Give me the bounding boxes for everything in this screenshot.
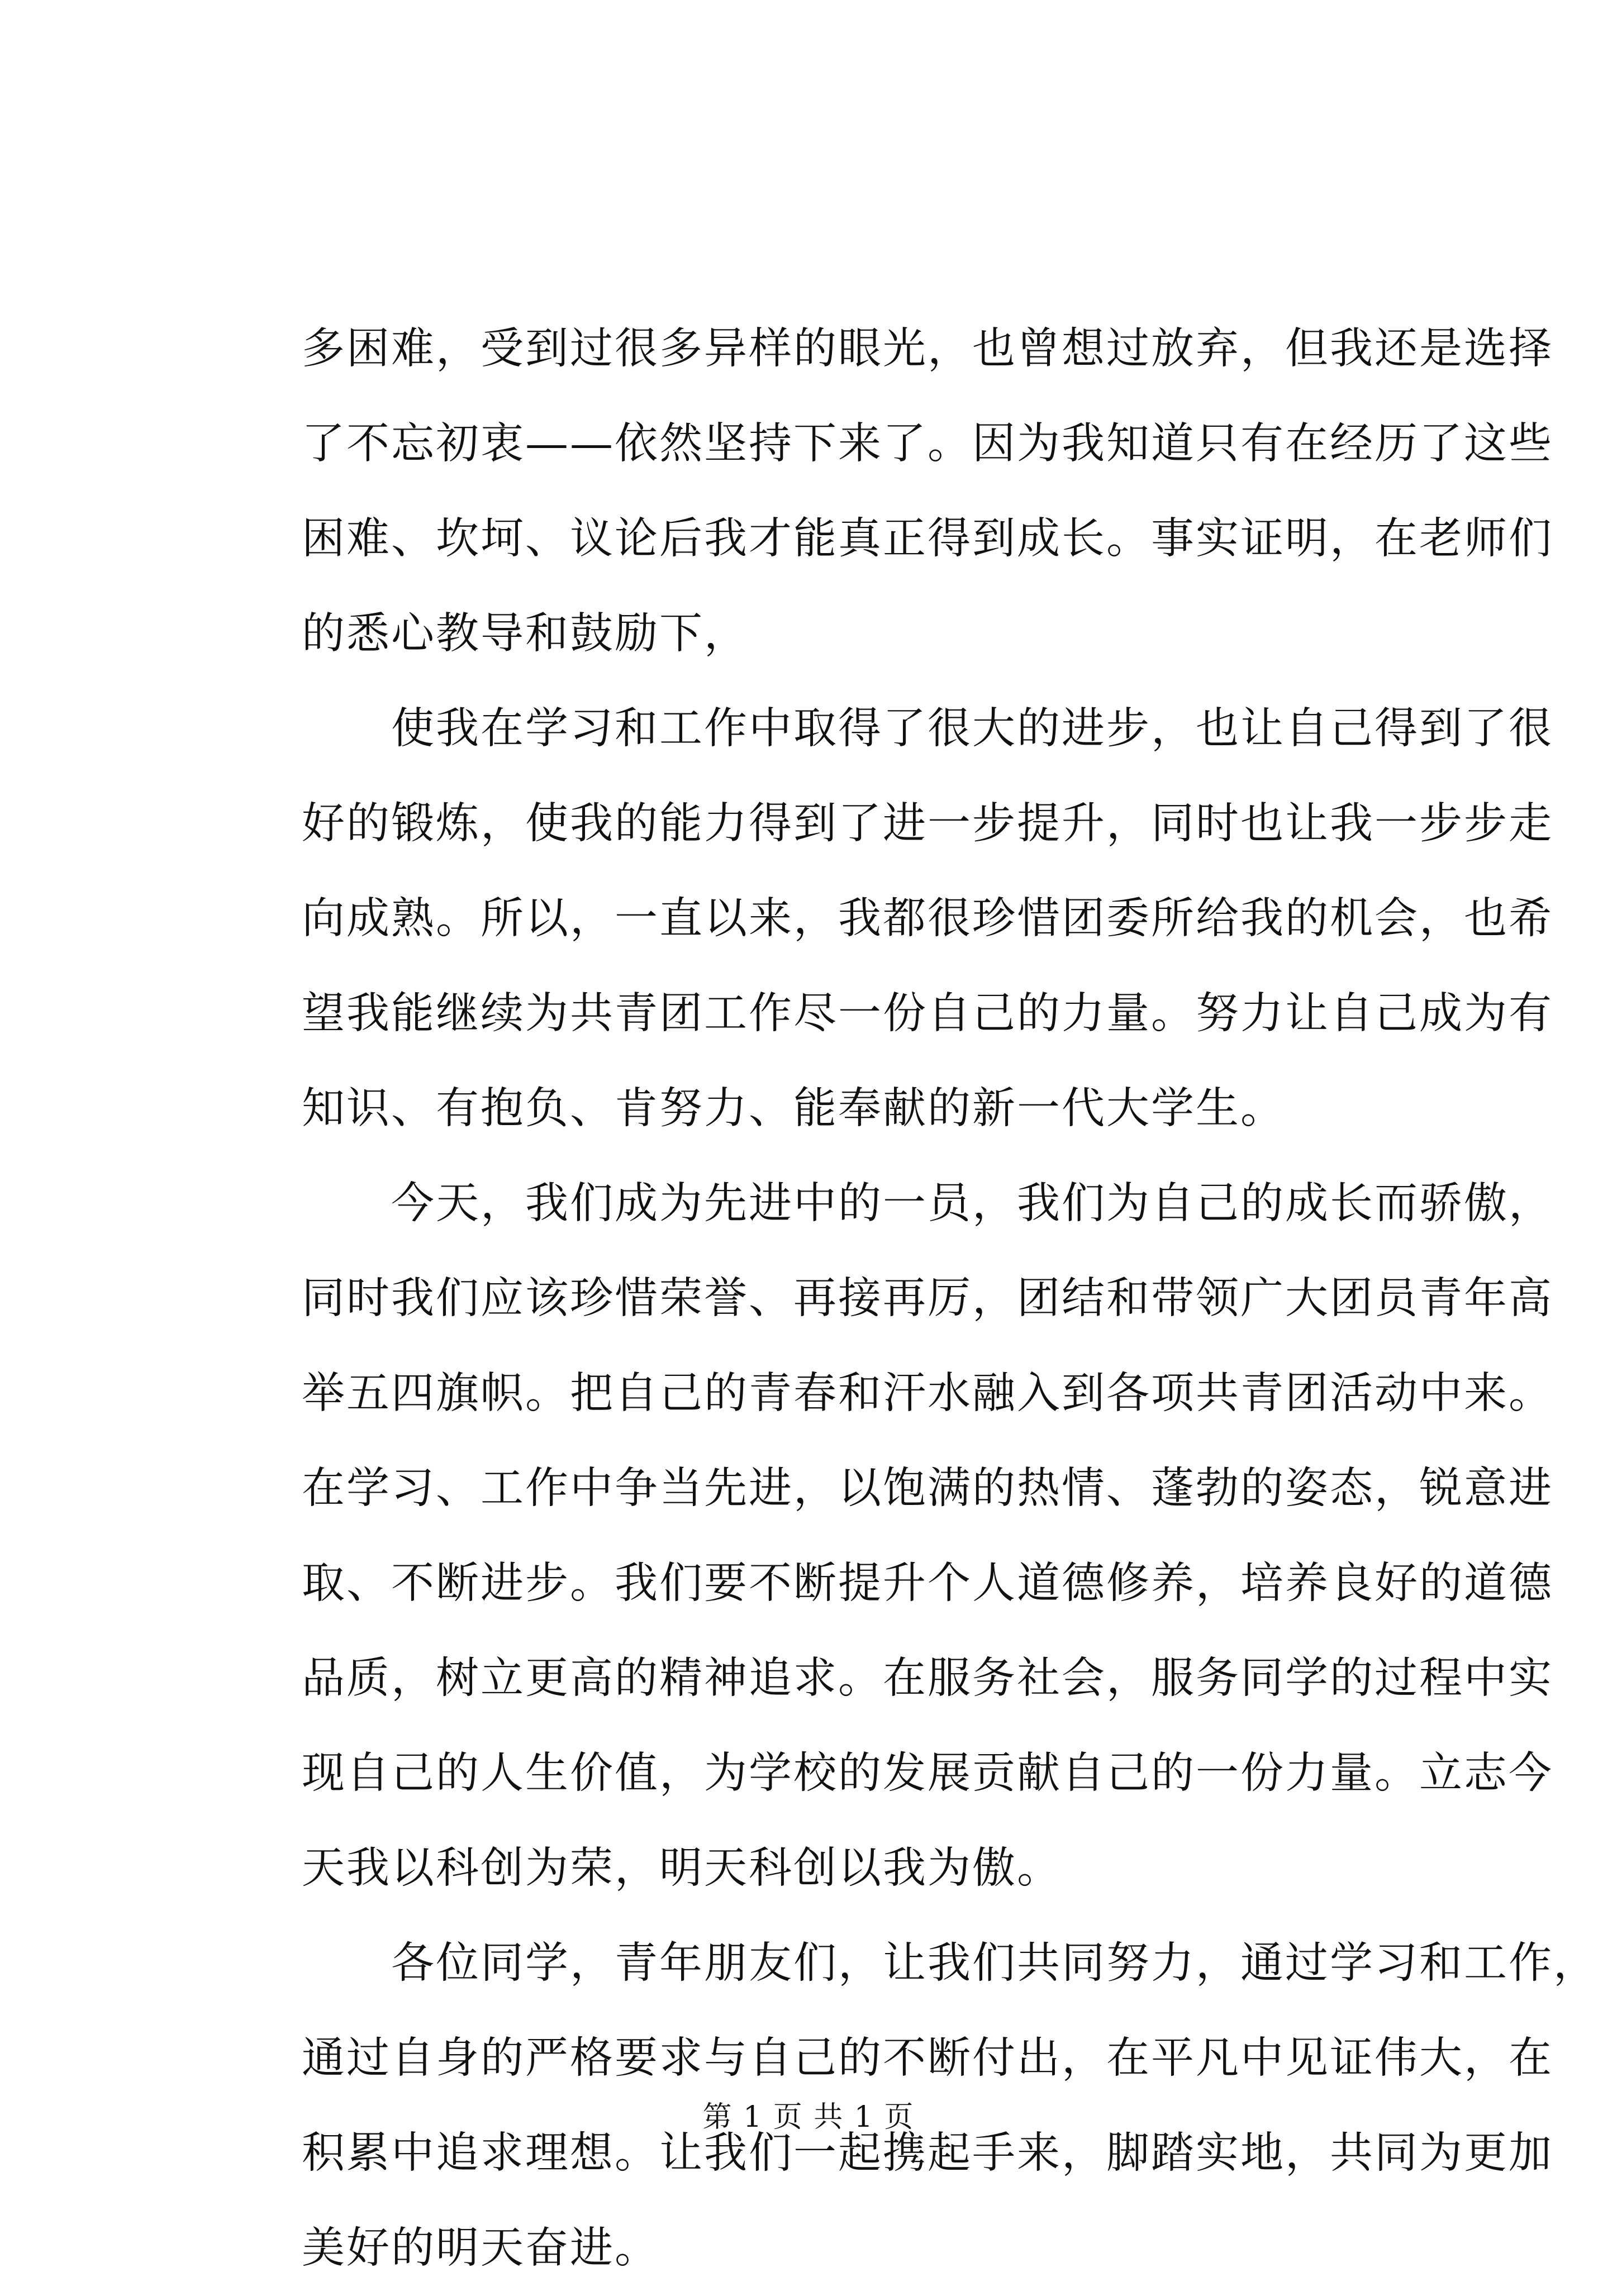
text-line: 困难、坎坷、议论后我才能真正得到成长。事实证明，在老师们 bbox=[302, 514, 1553, 564]
text-line: 在学习、工作中争当先进，以饱满的热情、蓬勃的姿态，锐意进 bbox=[302, 1464, 1553, 1513]
text-line: 品质，树立更高的精神追求。在服务社会，服务同学的过程中实 bbox=[302, 1654, 1553, 1703]
text-line: 向成熟。所以，一直以来，我都很珍惜团委所给我的机会，也希 bbox=[302, 894, 1553, 944]
text-line: 好的锻炼，使我的能力得到了进一步提升，同时也让我一步步走 bbox=[302, 799, 1553, 849]
text-line: 知识、有抱负、肯努力、能奉献的新一代大学生。 bbox=[302, 1084, 1285, 1133]
text-line: 现自己的人生价值，为学校的发展贡献自己的一份力量。立志今 bbox=[302, 1749, 1553, 1798]
text-line: 同时我们应该珍惜荣誉、再接再厉，团结和带领广大团员青年高 bbox=[302, 1274, 1553, 1323]
text-line: 举五四旗帜。把自己的青春和汗水融入到各项共青团活动中来。 bbox=[302, 1369, 1553, 1418]
page-footer: 第 1 页 共 1 页 bbox=[702, 2100, 915, 2134]
body-text bbox=[302, 302, 1598, 2296]
text-line: 美好的明天奋进。 bbox=[302, 2223, 659, 2273]
paragraph-start-line: 今天，我们成为先进中的一员，我们为自己的成长而骄傲， bbox=[391, 1179, 1553, 1228]
text-line: 望我能继续为共青团工作尽一份自己的力量。努力让自己成为有 bbox=[302, 989, 1553, 1039]
text-line: 取、不断进步。我们要不断提升个人道德修养，培养良好的道德 bbox=[302, 1559, 1553, 1608]
text-line: 通过自身的严格要求与自己的不断付出，在平凡中见证伟大，在 bbox=[302, 2033, 1553, 2083]
paragraph-start-line: 使我在学习和工作中取得了很大的进步，也让自己得到了很 bbox=[391, 704, 1553, 754]
text-line: 多困难，受到过很多异样的眼光，也曾想过放弃，但我还是选择 bbox=[302, 324, 1553, 374]
text-line: 天我以科创为荣，明天科创以我为傲。 bbox=[302, 1844, 1062, 1893]
text-line: 了不忘初衷——依然坚持下来了。因为我知道只有在经历了这些 bbox=[302, 419, 1553, 469]
text-line: 积累中追求理想。让我们一起携起手来，脚踏实地，共同为更加 bbox=[302, 2128, 1553, 2178]
paragraph-start-line: 各位同学，青年朋友们，让我们共同努力，通过学习和工作， bbox=[391, 1938, 1598, 1988]
text-line: 的悉心教导和鼓励下， bbox=[302, 609, 749, 659]
